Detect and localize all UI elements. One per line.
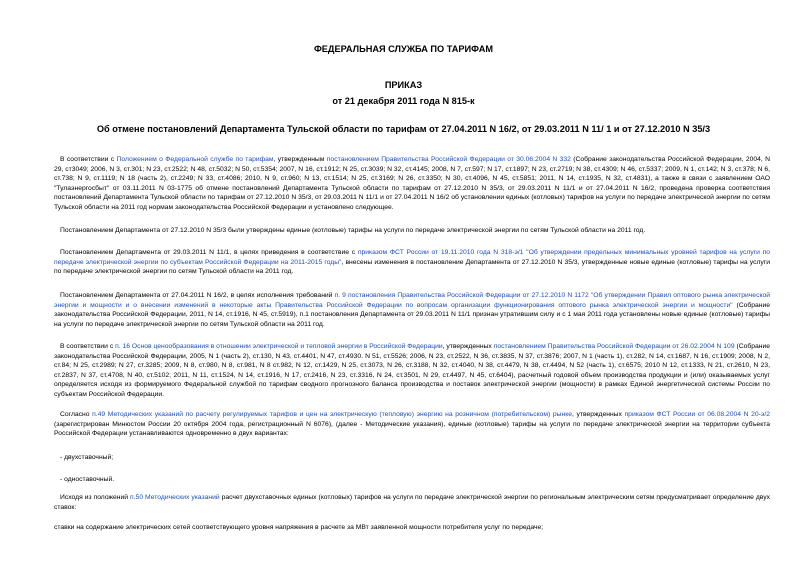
text: Постановлением Департамента от 29.03.2011 N 11/1, в целях приведения в соответствие с bbox=[60, 249, 358, 256]
link-fst-order-318[interactable]: приказом ФСТ России от 19.11.2010 года N 318-э/1 "Об утверждении предельных минимальных уровней тарифов на услуги по передаче электрической энергии по субъектам Российской Федерации на 2011-2015 годы" bbox=[54, 249, 770, 266]
text: , утвержденных bbox=[442, 343, 494, 350]
list-item-one-rate: - одноставочный. bbox=[60, 476, 115, 483]
link-fst-regulation[interactable]: Положением о Федеральной службе по тарифам bbox=[116, 156, 274, 163]
paragraph-3 bbox=[54, 248, 770, 277]
paragraph-4 bbox=[54, 291, 770, 329]
text: , утвержденным bbox=[273, 156, 327, 163]
text: В соответствии с bbox=[60, 343, 116, 350]
text: В соответствии с bbox=[60, 156, 117, 163]
text: , внесены изменения в постановление Департамента от 27.12.2010 N 35/3, утвержденные новые единые (котловые) тарифы на услуги по передаче электрической энергии по сетям Тульской области на 2011 год. bbox=[54, 258, 770, 275]
text: Постановлением Департамента от 27.04.2011 N 16/2, в целях исполнения требований bbox=[60, 292, 335, 299]
paragraph-6 bbox=[54, 410, 770, 439]
link-fst-order-20[interactable]: приказом ФСТ России от 06.08.2004 N 20-э/2 bbox=[624, 411, 770, 418]
link-government-decree-109[interactable]: постановлением Правительства Российской Федерации от 26.02.2004 N 109 bbox=[493, 343, 735, 350]
text: Исходя из положений bbox=[60, 494, 131, 501]
text: , утвержденных bbox=[572, 411, 625, 418]
link-government-decree-332[interactable]: постановлением Правительства Российской Федерации от 30.06.2004 N 332 bbox=[326, 156, 571, 163]
text: (зарегистрирован Минюстом России 20 октября 2004 года, регистрационный N 6076), (далее - Методические указания), единые (котловые) тарифы на услуги по передаче электрической энергии на территории субъекта Российской Федерации устанавливаются одновременно в двух вариантах: bbox=[54, 420, 770, 437]
paragraph-1 bbox=[54, 155, 770, 212]
paragraph-10: ставки на содержание электрических сетей соответствующего уровня напряжения в расчете за МВт заявленной мощности потребителя услуг по передаче; bbox=[54, 524, 544, 531]
link-methodical-guidelines-p50[interactable]: п.50 Методических указаний bbox=[130, 494, 220, 501]
paragraph-2: Постановлением Департамента от 27.12.2010 N 35/3 были утверждены единые (котловые) тарифы на услуги по передаче электрической энергии по сетям Тульской области на 2011 год. bbox=[60, 227, 646, 234]
text: (Собрание законодательства Российской Федерации, 2004, N 29, ст3049; 2006, N 3, ст.301; N 23, ст.2522; N 48, ст.5032; N 50, ст.5354; 2007, N 16, ст.1912; N 25, ст.3039; N 32, ст.4145; 2008, N 7, ст.597; N 17, ст.1897; N 23, ст.2719; N 38, ст.4309; N 46, ст.5337; 2009, N 1, ст.142; N 3, ст.378; N 6, ст.738; N 9, ст.1119; N 18 (часть 2), ст.2249; N 33, ст.4086; 2010, N 9, ст.960; N 13, ст.1514; N 25, ст.3169; N 26, ст.3350; N 30, ст.4096, N 45, ст.5851; 2011, N 14, ст.1935, N 32, ст.4831), а также в связи с заявлением ОАО "Тулаэнергосбыт" от 03.11.2011 N 03-1775 об отмене постановлений Департамента Тульской области по тарифам от 27.12.2010 N 35/3, от 29.03.2011 N 11/1 и от 27.04.2011 N 16/2, проведена проверка соответствия постановлений Департамента Тульской области по тарифам от 27.12.2010 N 35/3, от 29.03.2011 N 11/1 и от 27.04.2011 N 16/2 об установлении единых (котловых) тарифов на услуги по передаче электрической энергии по сетям Тульской области на 2011 год нормам законодательства Российской Федерации и установлено следующее. bbox=[54, 156, 770, 211]
paragraph-5 bbox=[54, 342, 770, 399]
text: (Собрание законодательства Российской Федерации, 2005, N 1 (часть 2), ст.130, N 43, ст.4401, N 47, ст.4930. N 51, ст.5526; 2006, N 23, ст.2522, N 36, ст.3835, N 37, ст.3876; 2007, N 1 (часть 1), ст.282, N 14, ст.1687, N 16, ст.1909; 2008, N 2, ст.84; N 25, ст.2989; N 27, ст.3285; 2009, N 8, ст.980, N 8, ст.981, N 8 ст.982, N 12, ст.1429, N 25, ст.3073, N 26, ст.3188, N 32, ст.4040, N 38, ст.4479, N 38, ст.4494, N 52 (часть 1), ст.6575; 2010 N 12, ст.1333, N 21, ст.2610, N 23, ст.2837, N 37, ст.4708, N 40, ст.5102; 2011, N 11, ст.1524, N 14, ст.1916, N 17, ст.2416, N 23, ст.3316, N 24, ст.3501, N 29, ст.4497, N 45, ст.6404), расчетный годовой объем производства продукции и (или) оказываемых услуг определяется исходя из формируемого Федеральной службой по тарифам сводного прогнозного баланса производства и поставок электрической энергии (мощности) в рамках Единой энергетической системы России по субъектам Российской Федерации. bbox=[54, 343, 770, 398]
list-item-two-rate: - двухставочный; bbox=[60, 454, 114, 461]
date-number-heading: от 21 декабря 2011 года N 815-к bbox=[332, 96, 475, 106]
document-title: Об отмене постановлений Департамента Тульской области по тарифам от 27.04.2011 N 16/2, от 29.03.2011 N 11/ 1 и от 27.12.2010 N 35/3 bbox=[96, 124, 711, 134]
agency-heading: ФЕДЕРАЛЬНАЯ СЛУЖБА ПО ТАРИФАМ bbox=[313, 44, 494, 54]
text: расчет двухставочных единых (котловых) тарифов на услуги по передаче электрической энергии по региональным электрическим сетям предусматривает определение двух ставок: bbox=[54, 494, 770, 511]
link-decree-1172-p9[interactable]: п. 9 постановления Правительства Российской Федерации от 27.12.2010 N 1172 "Об утверждении Правил оптового рынка электрической энергии и мощности и о внесении изменений в некоторые акты Правительства Российской Федерации по вопросам организации функционирования оптового рынка электрической энергии и мощности" bbox=[54, 292, 770, 309]
text: (Собрание законодательства Российской Федерации, 2011, N 14, ст.1916, N 45, ст.5919), п.1 постановления Департамента от 29.03.2011 N 11/1 признан утратившим силу и с 1 мая 2011 года установлены новые единые (котловые) тарифы на услуги по передаче электрической энергии по сетям Тульской области на 2011 год. bbox=[54, 301, 770, 328]
doc-type-heading: ПРИКАЗ bbox=[384, 80, 423, 90]
link-pricing-basics-p16[interactable]: п. 16 Основ ценообразования в отношении электрической и тепловой энергии в Российской Федерации bbox=[115, 343, 443, 350]
paragraph-9 bbox=[54, 493, 770, 512]
link-methodical-guidelines-p49[interactable]: п.49 Методических указаний по расчету регулируемых тарифов и цен на электрическую (тепловую) энергию на розничном (потребительском) рынке bbox=[92, 411, 573, 418]
text: Согласно bbox=[60, 411, 93, 418]
